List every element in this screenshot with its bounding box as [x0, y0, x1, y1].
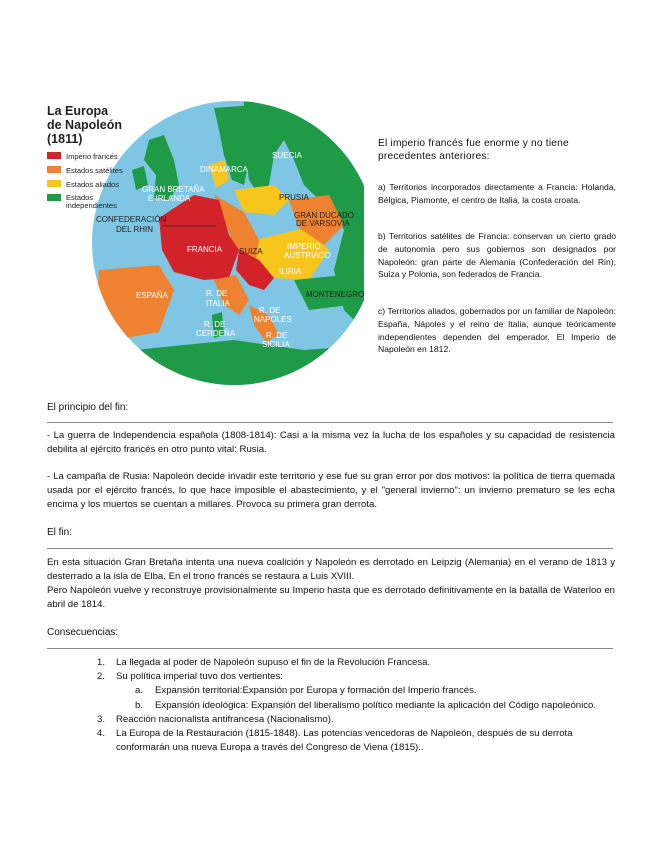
list-item [97, 656, 617, 670]
map-label-france: FRANCIA [187, 245, 223, 254]
legend-swatch-satellite [47, 166, 61, 173]
side-paragraph-a: a) Territorios incorporados directamente a Francia: Holanda, Bélgica, Piamonte, el centro de Italia, la costa croata. [378, 182, 616, 205]
map-label-switzerland: SUIZA [239, 247, 263, 256]
list-number: 1. [97, 657, 106, 668]
heading-consecuencias: Consecuencias: [47, 627, 119, 638]
map-title-line3: (1811) [47, 132, 83, 146]
map-label-austria-2: AUSTRIACO [284, 251, 331, 260]
legend-label-independent: Estados independientes [66, 193, 117, 210]
list-number: 3. [97, 713, 106, 725]
list-item-text: Reacción nacionalista antifrancesa (Nacionalismo). [116, 713, 334, 725]
legend-label-satellite: Estados satélites [66, 166, 123, 175]
list-item [97, 727, 617, 755]
europe-map-svg [44, 100, 364, 385]
map-label-italy-1: R. DE [206, 289, 228, 298]
map-label-naples-2: NAPOLES [254, 315, 292, 324]
map-label-spain: ESPAÑA [136, 291, 168, 300]
legend-label-allied: Estados aliados [66, 180, 119, 189]
map-label-austria-1: IMPERIO [287, 242, 321, 251]
list-item-text: La llegada al poder de Napoleón supuso el fin de la Revolución Francesa. [116, 657, 431, 668]
map-label-rhine-2: DEL RHIN [116, 225, 154, 234]
heading-principio: El principio del fin: [47, 402, 129, 413]
map-title-line1: La Europa [47, 104, 109, 118]
list-number: 4. [97, 728, 106, 740]
map-label-gb-2: E IRLANDA [148, 194, 191, 203]
sub-list-text: Expansión ideológica: Expansión del liberalismo político mediante la aplicación del Código napoleónico. [155, 699, 597, 711]
heading-fin: El fin: [47, 527, 73, 538]
map-title-line2: de Napoleón [47, 118, 123, 132]
europe-map [44, 100, 364, 385]
list-item [97, 670, 617, 684]
divider-principio [47, 422, 613, 423]
list-item-text: La Europa de la Restauración (1815-1848). Las potencias vencedoras de Napoleón, después de su derrota conformarán una nueva Europa a través del Congreso de Viena (1815).. [116, 728, 573, 754]
map-label-naples-1: R. DE [259, 306, 281, 315]
map-label-sardinia-1: R. DE [204, 320, 226, 329]
paragraph-leipzig: En esta situación Gran Bretaña intenta una nueva coalición y Napoleón es derrotado en Leipzig (Alemania) en el verano de 1813 y desterrado a la isla de Elba. En el trono francés se restaura a Luis XVIII. [47, 557, 615, 583]
paragraph-waterloo: Pero Napoleón vuelve y reconstruye provisionalmente su Imperio hasta que es derrotado definitivamente en la batalla de Waterloo en abril de 1814. [47, 585, 615, 611]
legend-swatch-allied [47, 180, 61, 187]
side-paragraph-c: c) Territorios aliados, gobernados por un familiar de Napoleón: España, Nápoles y el reino de Italia, aunque teóricamente independientes dependen del emperador. El Imperio de Napoleón en 1812. [378, 306, 616, 355]
map-label-warsaw-2: DE VARSOVIA [296, 219, 350, 228]
consequences-list [97, 656, 617, 755]
sub-list-item [97, 699, 617, 713]
map-label-warsaw-1: GRAN DUCADO [294, 211, 355, 220]
divider-consecuencias [47, 648, 613, 649]
paragraph-independencia: - La guerra de Independencia española (1808-1814): Casi a la misma vez la lucha de los españoles y su capacidad de resistencia debilita al ejército francés en otro punto vital: Rusia. [47, 430, 615, 456]
side-paragraph-b: b) Territorios satélites de Francia: conservan un cierto grado de autonomía pero sus gobiernos son designados por Napoleón: gran parte de Alemania (Confederación del Rin), Suiza y Polonia, son federados de Francia. [378, 231, 616, 280]
list-number: 2. [97, 671, 106, 683]
map-label-sicily-2: SICILIA [262, 340, 290, 349]
map-label-gb-1: GRAN BRETAÑA [142, 185, 205, 194]
legend-swatch-independent [47, 194, 61, 201]
map-label-sweden: SUECIA [272, 151, 302, 160]
map-label-denmark: DINAMARCA [200, 165, 249, 174]
legend-label-empire: Imperio francés [66, 152, 118, 161]
sub-list-letter: b. [135, 699, 144, 711]
map-label-italy-2: ITALIA [206, 299, 230, 308]
list-item [97, 713, 617, 727]
sub-list-text: Expansión territorial:Expansión por Europa y formación del Imperio francés. [155, 685, 477, 697]
list-item-text: Su política imperial tuvo dos vertientes: [116, 671, 283, 683]
sub-list-letter: a. [135, 685, 144, 697]
sub-list-item [97, 684, 617, 698]
map-label-prussia: PRUSIA [279, 193, 309, 202]
map-label-rhine-1: CONFEDERACIÓN [96, 215, 167, 224]
map-label-montenegro: MONTENEGRO [306, 290, 364, 299]
map-label-sardinia-2: CERDEÑA [196, 329, 236, 338]
paragraph-rusia: - La campaña de Rusia: Napoleón decide invadir este territorio y ese fue su gran error por dos motivos: la política de tierra quemada usada por el ejército francés, lo que hace imposible el abastecimiento, y el "general invierno": un invierno prematuro se les echa encima y los muertos se cuentan a millares. Provoca su primera gran derrota. [47, 471, 615, 511]
legend-swatch-empire [47, 152, 61, 159]
map-label-illyria: ILIRIA [279, 267, 302, 276]
intro-text: El imperio francés fue enorme y no tiene precedentes anteriores: [378, 138, 569, 163]
divider-fin [47, 548, 613, 549]
map-label-sicily-1: R. DE [266, 331, 288, 340]
